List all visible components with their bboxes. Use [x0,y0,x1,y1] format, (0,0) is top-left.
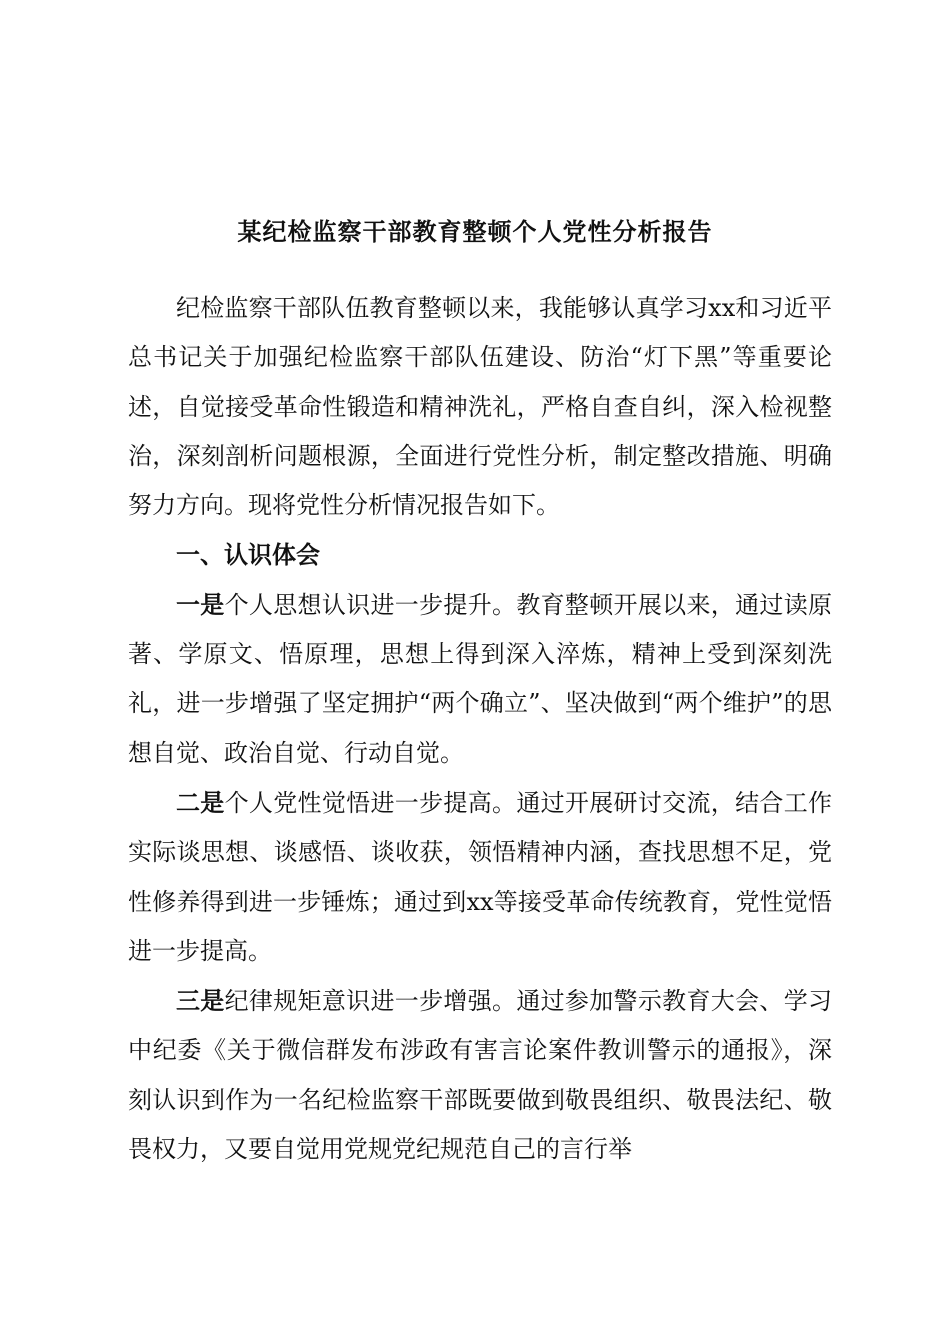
point-text-1: 个人思想认识进一步提升。教育整顿开展以来，通过读原著、学原文、悟原理，思想上得到深入淬炼，精神上受到深刻洗礼，进一步增强了坚定拥护“两个确立”、坚决做到“两个维护”的思想自觉、政治自觉、行动自觉。 [128,590,833,767]
point-paragraph-1 [128,580,832,778]
section-heading: 一、认识体会 [176,540,320,570]
point-paragraph-3 [128,976,832,1174]
point-paragraph-2 [128,778,832,976]
point-lead-1: 一是 [176,589,225,619]
document-title: 某纪检监察干部教育整顿个人党性分析报告 [237,217,713,246]
point-lead-2: 二是 [176,787,225,817]
intro-paragraph: 纪检监察干部队伍教育整顿以来，我能够认真学习xx和习近平总书记关于加强纪检监察干部队伍建设、防治“灯下黑”等重要论述，自觉接受革命性锻造和精神洗礼，严格自查自纠，深入检视整治，深刻剖析问题根源，全面进行党性分析，制定整改措施、明确努力方向。现将党性分析情况报告如下。 [128,294,832,520]
point-text-2: 个人党性觉悟进一步提高。通过开展研讨交流，结合工作实际谈思想、谈感悟、谈收获，领悟精神内涵，查找思想不足，党性修养得到进一步锤炼；通过到xx等接受革命传统教育，党性觉悟进一步提高。 [128,788,833,965]
document-body [128,284,832,1174]
point-text-3: 纪律规矩意识进一步增强。通过参加警示教育大会、学习中纪委《关于微信群发布涉政有害言论案件教训警示的通报》，深刻认识到作为一名纪检监察干部既要做到敬畏组织、敬畏法纪、敬畏权力，又要自觉用党规党纪规范自己的言行举 [128,987,833,1164]
point-lead-3: 三是 [176,986,225,1016]
